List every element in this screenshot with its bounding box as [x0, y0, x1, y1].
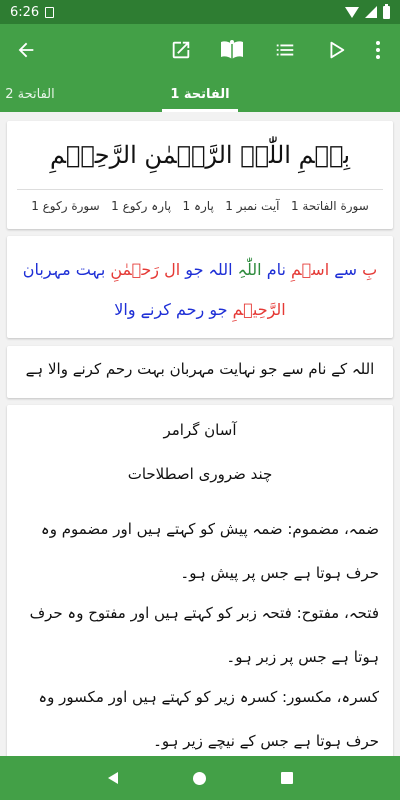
- signal-icon: [365, 6, 377, 18]
- wifi-icon: [345, 7, 359, 18]
- grammar-subtitle: چند ضروری اصطلاحات: [127, 465, 273, 483]
- ayah-reference: سورة الفاتحة 1 آیت نمبر 1 پارہ 1 پارہ رکوع 1 سورة رکوع 1: [31, 199, 369, 213]
- nav-back-icon[interactable]: [108, 772, 118, 784]
- system-nav-bar: [0, 756, 400, 800]
- grammar-paragraph-fatha: فتحہ، مفتوح: فتحہ زبر کو کہتے ہیں اور مفتوح وہ حرف ہوتا ہے جس پر زبر ہو۔: [29, 604, 379, 666]
- back-button[interactable]: [12, 36, 40, 64]
- quran-book-button[interactable]: [218, 36, 246, 64]
- play-button[interactable]: [322, 36, 350, 64]
- status-time: 6:26: [10, 4, 40, 20]
- open-book-icon: [219, 39, 245, 61]
- word-arabic[interactable]: الرَّحِیۡمِ: [232, 300, 286, 319]
- list-icon: [274, 39, 296, 61]
- battery-icon: [383, 6, 390, 19]
- grammar-paragraph-zamma: ضمہ، مضموم: ضمہ پیش کو کہتے ہیں اور مضموم وہ حرف ہوتا ہے جس پر پیش ہو۔: [40, 520, 379, 582]
- nav-home-icon[interactable]: [193, 772, 206, 785]
- word-meaning[interactable]: نام: [266, 260, 286, 279]
- word-meaning[interactable]: بہت مہربان: [22, 260, 106, 279]
- app-toolbar: [0, 24, 400, 76]
- more-options-button[interactable]: [366, 36, 390, 64]
- translation-card: [7, 346, 393, 398]
- word-meaning[interactable]: سے: [334, 260, 358, 279]
- word-arabic[interactable]: اسۡمِ: [291, 260, 330, 279]
- list-button[interactable]: [271, 36, 299, 64]
- tab-fatiha-1[interactable]: الفاتحة 1: [170, 86, 230, 102]
- grammar-card: [7, 405, 393, 756]
- status-bar: [0, 0, 400, 24]
- urdu-translation: اللہ کے نام سے جو نہایت مہربان بہت رحم کرنے والا ہے: [25, 360, 375, 378]
- more-vert-icon: [375, 40, 381, 60]
- play-icon: [325, 39, 347, 61]
- word-meaning[interactable]: جو رحم کرنے والا: [114, 300, 228, 319]
- ayah-card: [7, 121, 393, 229]
- arrow-left-icon: [15, 39, 37, 61]
- open-external-icon: [170, 39, 192, 61]
- word-arabic[interactable]: ال: [164, 260, 181, 279]
- open-external-button[interactable]: [167, 36, 195, 64]
- word-meaning[interactable]: اللہ جو: [185, 260, 233, 279]
- grammar-title: آسان گرامر: [163, 421, 237, 439]
- sim-icon: [45, 7, 54, 18]
- arabic-ayah-text: بِسۡمِ اللّٰہِ الرَّحۡمٰنِ الرَّحِیۡمِ: [49, 141, 351, 169]
- nav-recents-icon[interactable]: [281, 772, 293, 784]
- ayah-content[interactable]: [0, 112, 400, 756]
- word-arabic[interactable]: رَحۡمٰنِ: [110, 260, 160, 279]
- word-by-word-card: [7, 236, 393, 338]
- divider: [17, 189, 383, 190]
- surah-tabs: [0, 76, 400, 112]
- word-by-word-text: [15, 250, 385, 330]
- grammar-paragraph-kasra: کسرہ، مکسور: کسرہ زیر کو کہتے ہیں اور مکسور وہ حرف ہوتا ہے جس کے نیچے زیر ہو۔: [38, 688, 379, 750]
- word-arabic[interactable]: بِ: [362, 260, 378, 279]
- tab-fatiha-2[interactable]: الفاتحة 2: [5, 86, 55, 102]
- word-arabic[interactable]: اللّٰہِ: [237, 260, 262, 279]
